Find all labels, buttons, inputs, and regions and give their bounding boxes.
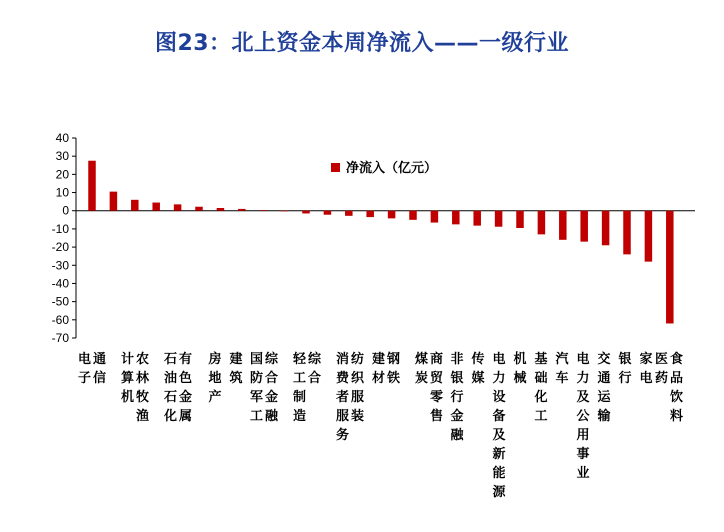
- y-tick-label: -70: [51, 331, 69, 345]
- y-tick-label: 0: [62, 203, 69, 218]
- x-category-label: 国防军工: [249, 352, 264, 424]
- bar: [473, 211, 481, 226]
- bar: [409, 211, 417, 220]
- legend-swatch: [331, 163, 340, 172]
- bar: [238, 209, 246, 211]
- y-tick-label: -60: [51, 312, 69, 327]
- x-category-label: 纺织服装: [350, 352, 365, 424]
- bar: [602, 211, 610, 246]
- bar: [324, 211, 332, 215]
- bar: [302, 211, 310, 214]
- bar: [452, 211, 460, 225]
- x-category-label: 综合金融: [264, 352, 279, 424]
- x-category-label: 基础化工: [534, 352, 548, 424]
- x-category-label: 通信: [92, 352, 107, 386]
- x-category-label: 医药: [654, 352, 669, 386]
- x-category-label: 建材: [371, 352, 386, 386]
- bar: [580, 211, 588, 242]
- x-category-label: 商贸零售: [429, 352, 444, 424]
- bar: [195, 207, 203, 211]
- x-category-label: 非银行金融: [450, 352, 464, 443]
- bar: [388, 211, 396, 219]
- y-tick-label: 30: [55, 149, 69, 164]
- x-category-label: 石油石化: [163, 352, 178, 424]
- x-category-label: 家电: [639, 352, 653, 386]
- y-tick-label: -10: [51, 221, 69, 236]
- x-category-label: 建筑: [229, 352, 243, 386]
- x-category-label: 计算机: [120, 352, 135, 405]
- bar: [152, 203, 160, 211]
- x-category-label: 传媒: [471, 352, 485, 386]
- y-tick-label: -40: [51, 276, 69, 291]
- x-category-label: 机械: [513, 352, 527, 386]
- bar: [623, 211, 631, 255]
- bar: [131, 200, 139, 211]
- y-tick-label: -20: [51, 240, 69, 255]
- bar: [495, 211, 503, 227]
- bar-series: [88, 161, 673, 324]
- x-category-label: 交通运输: [597, 352, 611, 424]
- bar: [538, 211, 546, 235]
- x-category-label: 综合: [307, 352, 322, 386]
- x-category-label: 银行: [618, 352, 632, 386]
- x-category-label: 钢铁: [386, 352, 401, 386]
- x-category-label: 汽车: [555, 352, 569, 386]
- y-tick-label: 40: [55, 131, 69, 145]
- bar: [559, 211, 567, 240]
- x-category-label: 房地产: [208, 352, 222, 405]
- bar: [174, 204, 182, 210]
- x-axis-labels: [78, 351, 683, 500]
- bar: [110, 192, 118, 211]
- bar: [217, 208, 225, 211]
- x-category-label: 电子: [77, 352, 92, 386]
- bar: [516, 211, 524, 228]
- legend-label: 净流入（亿元）: [346, 161, 438, 176]
- bar: [281, 211, 289, 212]
- bar: [345, 211, 353, 216]
- bar: [431, 211, 439, 223]
- x-category-label: 轻工制造: [292, 352, 307, 424]
- x-category-label: 农林牧渔: [135, 352, 150, 424]
- x-category-label: 有色金属: [178, 352, 193, 424]
- chart-title: 图23：北上资金本周净流入——一级行业: [154, 31, 570, 56]
- x-category-label: 消费者服务: [335, 352, 350, 443]
- y-tick-label: -30: [51, 258, 69, 273]
- y-tick-label: -50: [51, 294, 69, 309]
- y-tick-label: 20: [55, 167, 69, 182]
- y-tick-label: 10: [55, 185, 69, 200]
- bar: [259, 210, 267, 211]
- legend: [331, 160, 437, 176]
- x-category-label: 电力设备及新能源: [492, 352, 506, 500]
- x-category-label: 电力及公用事业: [576, 352, 590, 481]
- bar: [88, 161, 96, 211]
- bar: [666, 211, 674, 324]
- x-category-label: 食品饮料: [669, 352, 684, 424]
- bar: [366, 211, 374, 217]
- bar: [645, 211, 653, 262]
- x-category-label: 煤炭: [414, 352, 429, 386]
